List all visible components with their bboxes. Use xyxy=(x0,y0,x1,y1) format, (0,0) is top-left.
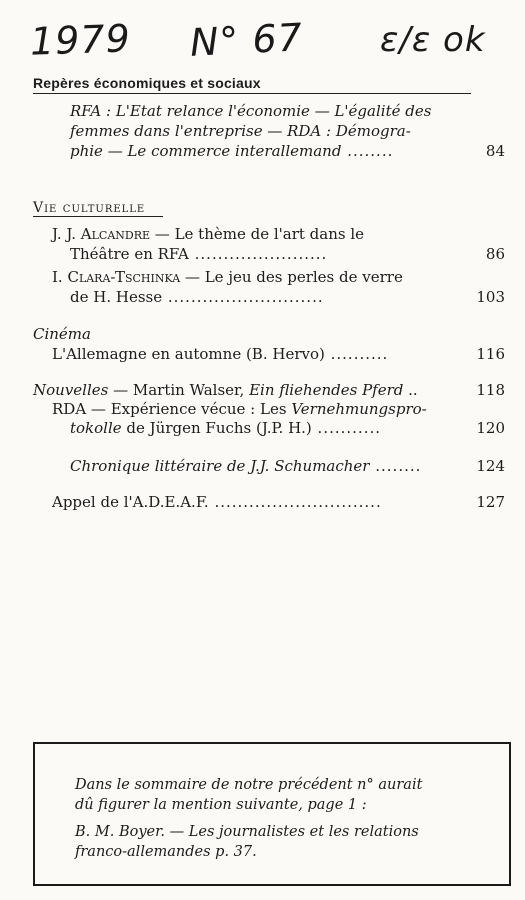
entry-nouvelles-line-3: tokolle de Jürgen Fuchs (J.P. H.) ........... xyxy=(70,419,381,437)
page-number: 118 xyxy=(476,381,505,399)
entry-nouvelles-line-2: RDA — Expérience vécue : Les Vernehmungspro- xyxy=(52,400,427,418)
erratum-line-1: Dans le sommaire de notre précédent n° aurait xyxy=(75,777,423,793)
section-title-reperes: Repères économiques et sociaux xyxy=(33,75,261,91)
section-title-vie-culturelle: Vie culturelle xyxy=(33,200,146,216)
reperes-line-3: phie — Le commerce interallemand ........ xyxy=(70,142,394,160)
reperes-line-1: RFA : L'Etat relance l'économie — L'égalité des xyxy=(70,102,432,120)
divider xyxy=(33,216,163,217)
handwritten-year: 1979 xyxy=(29,16,132,64)
handwritten-mark: ε/ε ok xyxy=(380,20,486,60)
erratum-line-2: dû figurer la mention suivante, page 1 : xyxy=(75,797,367,813)
entry-clara-line-2: de H. Hesse ........................... xyxy=(70,288,324,306)
entry-chronique: Chronique littéraire de J.J. Schumacher ........ xyxy=(70,457,422,475)
section-title-cinema: Cinéma xyxy=(33,325,91,343)
entry-nouvelles-line-1: Nouvelles — Martin Walser, Ein fliehendes Pferd .. xyxy=(33,381,418,399)
entry-alcandre-line-1: J. J. Alcandre — Le thème de l'art dans le xyxy=(52,225,365,243)
entry-appel: Appel de l'A.D.E.A.F. ............................. xyxy=(52,493,382,511)
erratum-line-3: B. M. Boyer. — Les journalistes et les relations xyxy=(75,824,419,840)
entry-cinema: L'Allemagne en automne (B. Hervo) .......... xyxy=(52,345,389,363)
page-number: 124 xyxy=(476,457,505,475)
erratum-line-4: franco-allemandes p. 37. xyxy=(75,844,257,860)
handwritten-annotation xyxy=(29,15,500,68)
divider xyxy=(33,93,471,94)
entry-alcandre-line-2: Théâtre en RFA ....................... xyxy=(70,245,328,263)
page-number: 127 xyxy=(476,493,505,511)
page-number: 103 xyxy=(476,288,505,306)
entry-clara-line-1: I. Clara-Tschinka — Le jeu des perles de verre xyxy=(52,268,403,286)
page-number: 116 xyxy=(476,345,505,363)
page-number: 120 xyxy=(476,419,505,437)
erratum-box xyxy=(33,742,511,886)
handwritten-number: N° 67 xyxy=(188,15,304,65)
page-number: 86 xyxy=(485,245,505,263)
reperes-line-2: femmes dans l'entreprise — RDA : Démogra- xyxy=(70,122,411,140)
page-number: 84 xyxy=(485,142,505,160)
